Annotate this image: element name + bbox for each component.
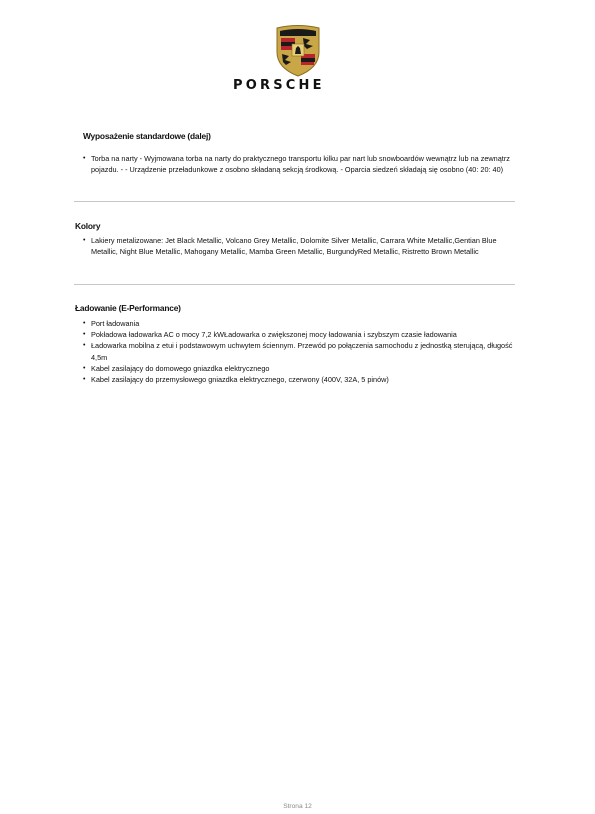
item-list	[82, 153, 522, 175]
divider	[74, 201, 515, 202]
section-heading: Ładowanie (E-Performance)	[75, 303, 181, 313]
list-item: • Kabel zasilający do przemysłowego gniazdka elektrycznego, czerwony (400V, 32A, 5 pinów)	[82, 374, 517, 385]
logo	[0, 24, 595, 78]
section-heading: Wyposażenie standardowe (dalej)	[83, 131, 211, 141]
brand-wordmark: PORSCHE	[233, 78, 325, 93]
item-list	[82, 235, 517, 257]
list-item: • Ładowarka mobilna z etui i podstawowym uchwytem ściennym. Przewód po połączenia samochodu z jednostką sterującą, długość 4,5m	[82, 340, 517, 362]
page-number: Strona 12	[283, 803, 312, 810]
divider	[74, 284, 515, 285]
list-item: • Torba na narty - Wyjmowana torba na narty do praktycznego transportu kilku par nart lub snowboardów wewnątrz lub na zewnątrz pojazdu. - - Urządzenie przeładunkowe z osobno składaną sekcją środkową. - Oparcia siedzeń składają się osobno (40: 20: 40)	[82, 153, 522, 175]
list-item: • Port ładowania	[82, 318, 517, 329]
item-list	[82, 318, 517, 385]
list-item: • Kabel zasilający do domowego gniazdka elektrycznego	[82, 363, 517, 374]
list-item: • Lakiery metalizowane: Jet Black Metallic, Volcano Grey Metallic, Dolomite Silver Metallic, Carrara White Metallic,Gentian Blue Metallic, Night Blue Metallic, Mahogany Metallic, Mamba Green Metallic, BurgundyRed Metallic, Ristretto Brown Metallic	[82, 235, 517, 257]
section-heading: Kolory	[75, 221, 101, 231]
list-item: • Pokładowa ładowarka AC o mocy 7,2 kWŁadowarka o zwiększonej mocy ładowania i szybszym czasie ładowania	[82, 329, 517, 340]
porsche-crest-icon	[273, 24, 323, 78]
